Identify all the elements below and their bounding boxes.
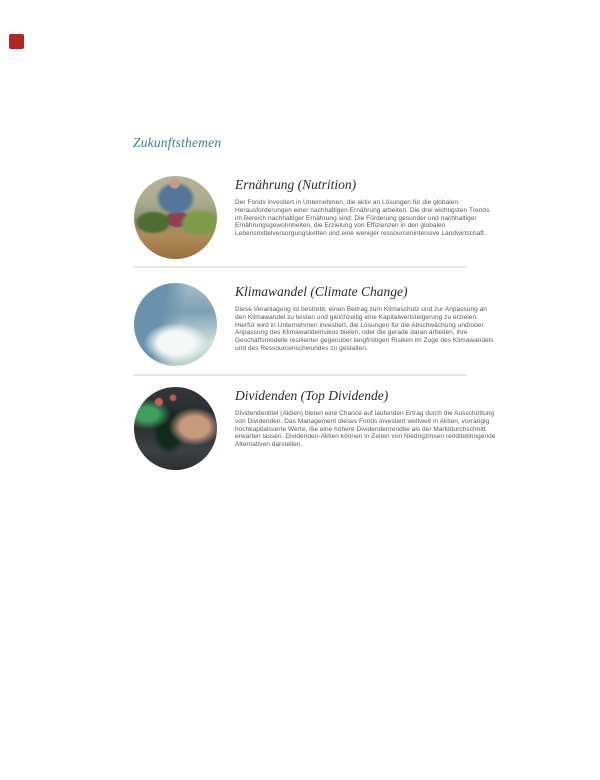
section-text	[235, 388, 498, 449]
nutrition-photo	[134, 176, 217, 259]
section-text	[235, 284, 498, 353]
section-title-dividends: Dividenden (Top Dividende)	[235, 388, 389, 403]
divider	[134, 374, 466, 376]
climate-photo	[134, 283, 217, 366]
section-body-climate: Diese Veranlagung ist bestrebt, einen Beitrag zum Klimaschutz und zur Anpassung an den Klimawandel zu leisten und gleichzeitig eine Kapitalwertsteigerung zu erzielen. Hierfür wird in Unternehmen investiert, die Lösungen für die Abschwächung und/oder Anpassung des Klimawandelrisikos bieten, oder die gerade daran arbeiten, ihre Geschäftsmodelle resilienter gegenüber langfristigen Risiken im Zuge des Klimawandels und des Ressourcenschwundes zu gestalten.	[235, 306, 494, 352]
page-title: Zukunftsthemen	[133, 135, 222, 150]
dividends-photo	[134, 387, 217, 470]
divider	[134, 266, 466, 268]
section-body-nutrition: Der Fonds investiert in Unternehmen, die aktiv an Lösungen für die globalen Herausforderungen einer nachhaltigen Ernährung arbeiten. Die drei wichtigsten Trends im Bereich nachhaltiger Ernährung sind: Die Förderung gesunder und nachhaltiger Ernährungsgewohnheiten, die Erzielung von Effizienzen in den globalen Lebensmittelversorgungsketten und eine weniger ressourcenintensive Landwirtschaft.	[235, 199, 490, 238]
red-square-logo-icon	[9, 34, 24, 49]
section-text	[235, 177, 498, 238]
section-title-climate: Klimawandel (Climate Change)	[235, 284, 408, 299]
section-title-nutrition: Ernährung (Nutrition)	[235, 177, 357, 192]
section-body-dividends: Dividendentitel (Aktien) bieten eine Chance auf laufenden Ertrag durch die Ausschüttung von Dividenden. Das Management dieses Fonds investiert weltweit in Aktien, vorrangig hochkapitalisierte Werte, die eine höhere Dividendenrendite als der Marktdurchschnitt erwarten lassen. Dividenden-Aktien können in Zeiten von Niedrigzinsen renditebringende Alternativen darstellen.	[235, 410, 496, 449]
